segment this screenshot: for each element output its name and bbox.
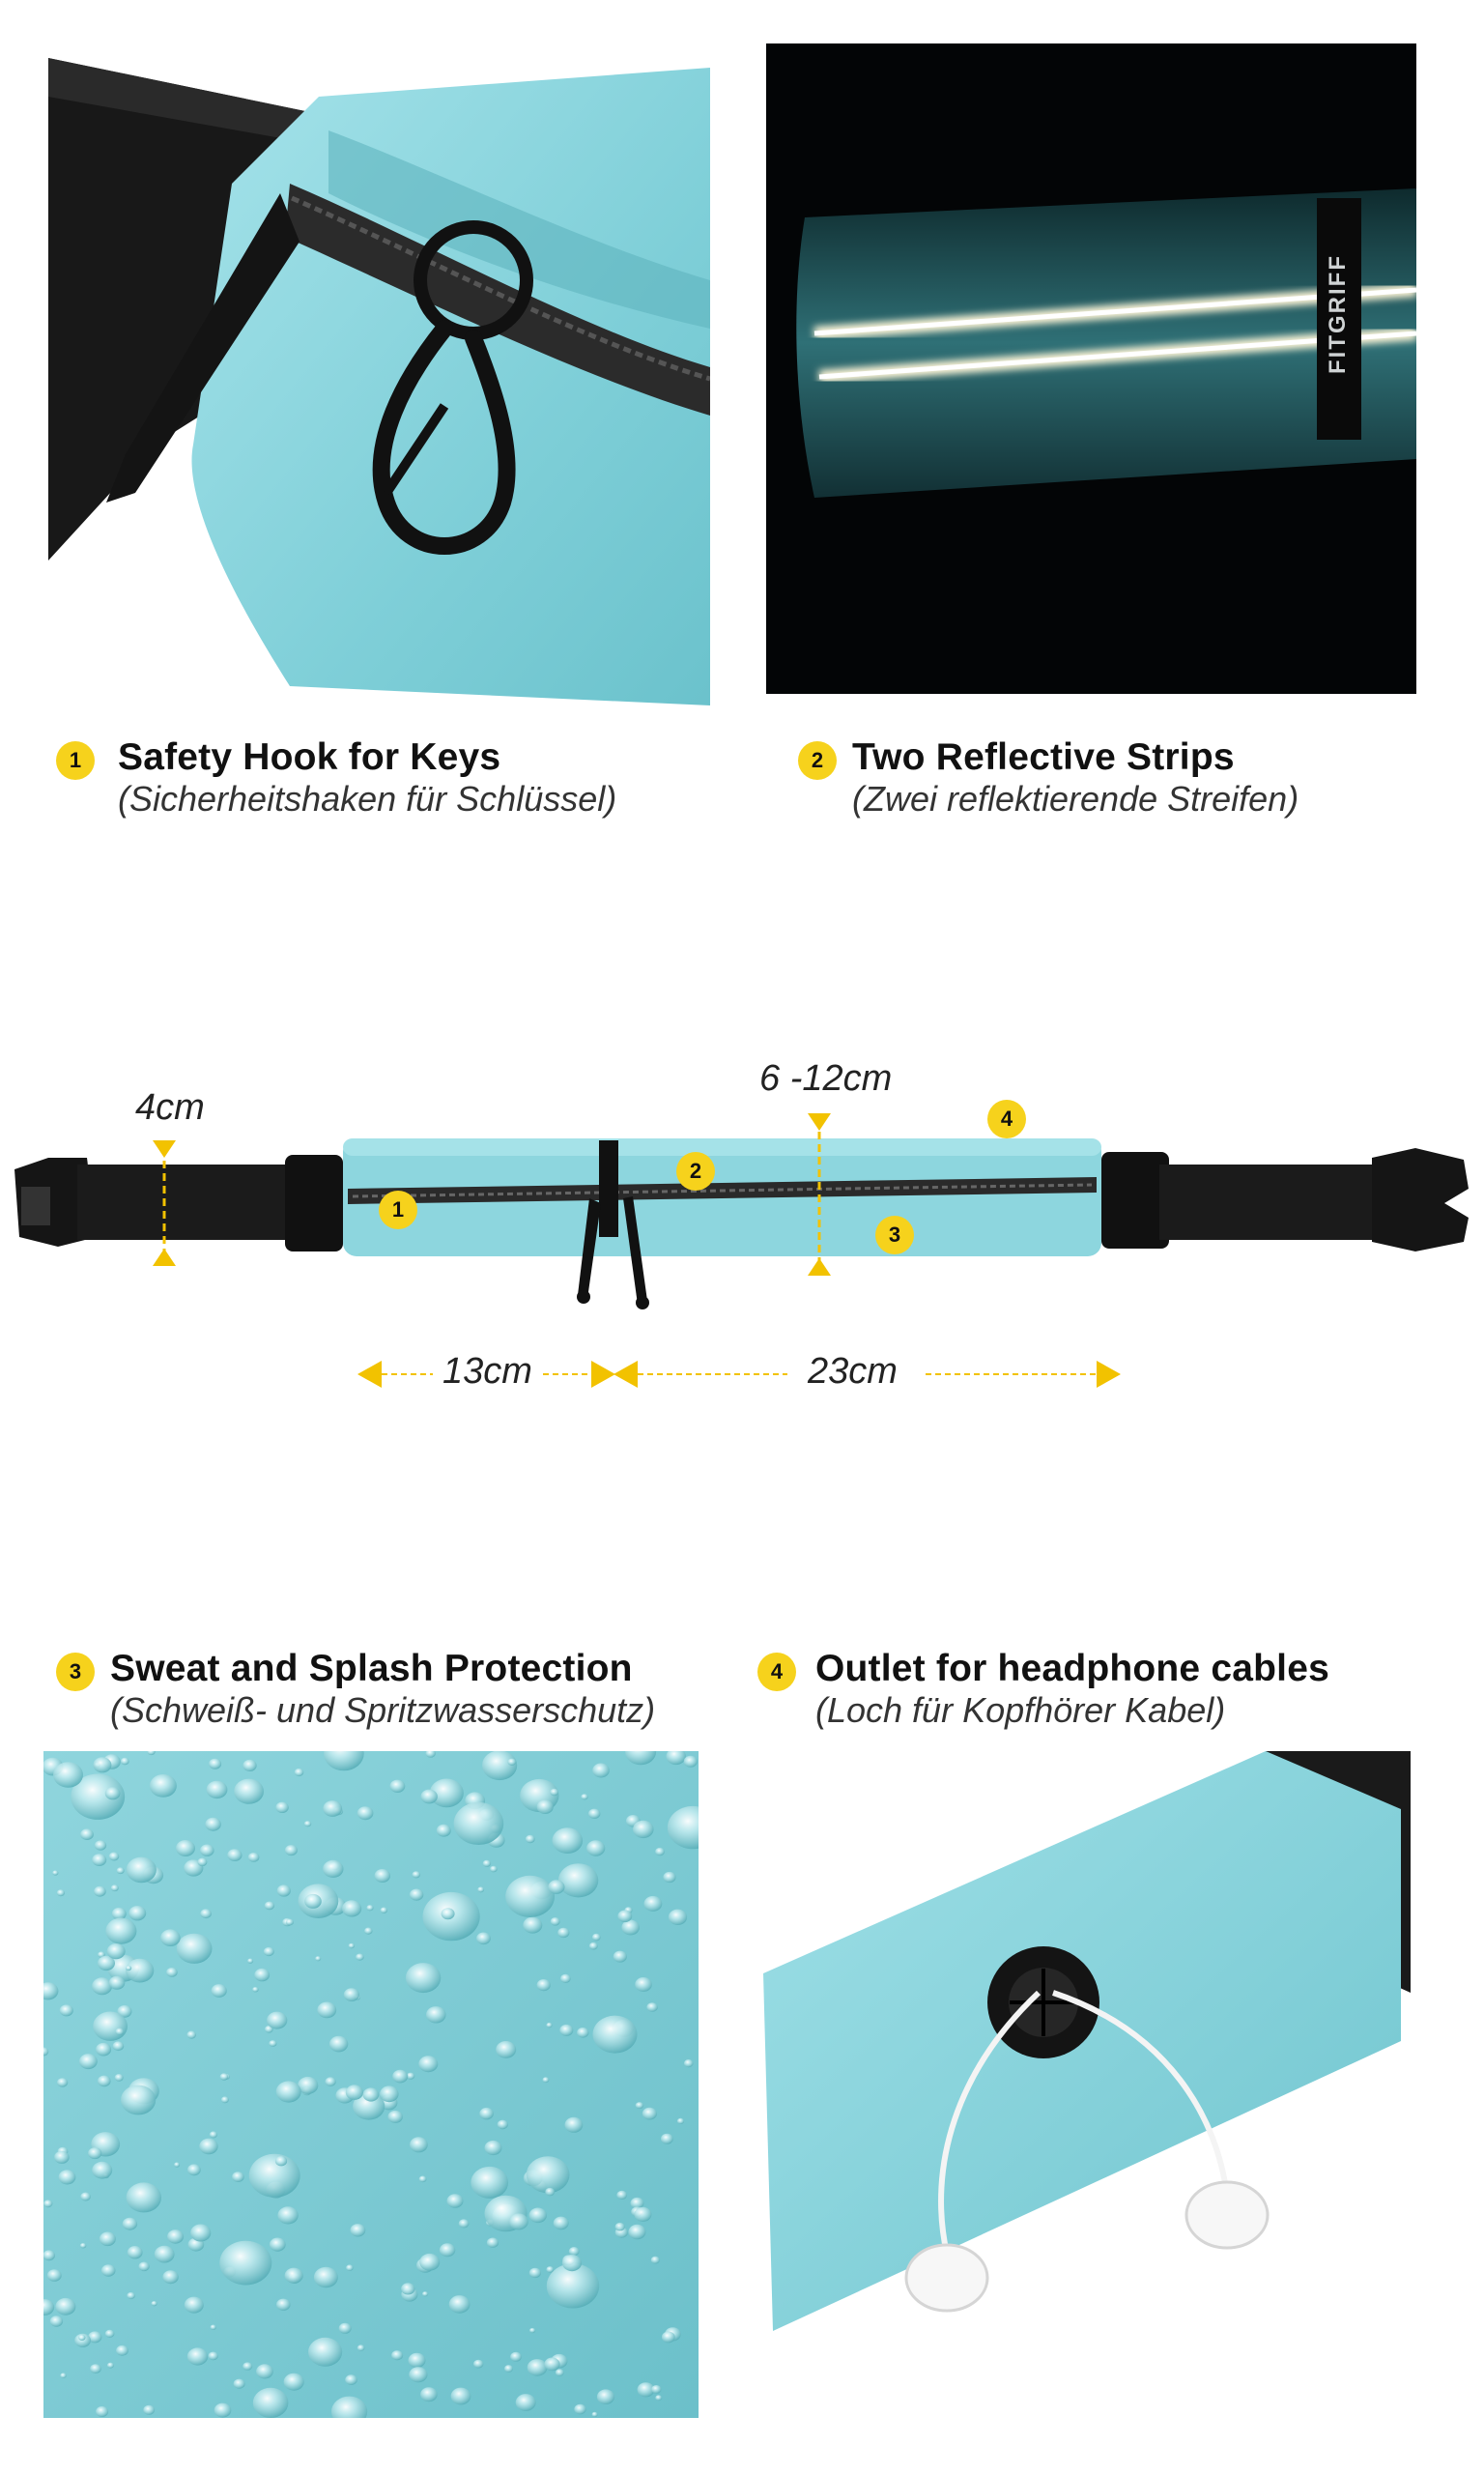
feature-4-badge: 4 (757, 1653, 796, 1691)
reflective-strips-photo (766, 43, 1416, 694)
water-droplets-photo (43, 1751, 699, 2418)
feature-2-subtitle: (Zwei reflektierende Streifen) (852, 779, 1299, 819)
right-strap (1159, 1165, 1382, 1240)
left-strap (77, 1165, 300, 1240)
feature-4 (757, 1648, 1472, 1744)
belt-marker-4: 4 (987, 1100, 1026, 1138)
strap-height-label: 4cm (135, 1087, 205, 1128)
feature-1-title: Safety Hook for Keys (118, 736, 501, 778)
right-buckle (1372, 1148, 1469, 1251)
feature-2-title: Two Reflective Strips (852, 736, 1235, 778)
feature-3 (56, 1648, 752, 1744)
feature-1 (56, 736, 732, 833)
right-width-label: 23cm (808, 1351, 898, 1392)
safety-hook-photo (39, 39, 710, 705)
feature-4-title: Outlet for headphone cables (815, 1648, 1329, 1689)
brand-tag-label: FITGRIFF (1325, 254, 1351, 374)
feature-2 (798, 736, 1474, 833)
belt-marker-3: 3 (875, 1216, 914, 1254)
belt-diagram (0, 1044, 1484, 1430)
feature-4-subtitle: (Loch für Kopfhörer Kabel) (815, 1690, 1226, 1730)
left-width-label: 13cm (442, 1351, 532, 1392)
belt-marker-2: 2 (676, 1152, 715, 1191)
belt-marker-1: 1 (379, 1191, 417, 1229)
headphone-outlet-photo (763, 1751, 1411, 2331)
pouch-height-label: 6 -12cm (759, 1058, 893, 1099)
feature-3-title: Sweat and Splash Protection (110, 1648, 633, 1689)
feature-3-badge: 3 (56, 1653, 95, 1691)
feature-2-badge: 2 (798, 741, 837, 780)
feature-3-subtitle: (Schweiß- und Spritzwasserschutz) (110, 1690, 656, 1730)
feature-1-badge: 1 (56, 741, 95, 780)
feature-1-subtitle: (Sicherheitshaken für Schlüssel) (118, 779, 617, 819)
